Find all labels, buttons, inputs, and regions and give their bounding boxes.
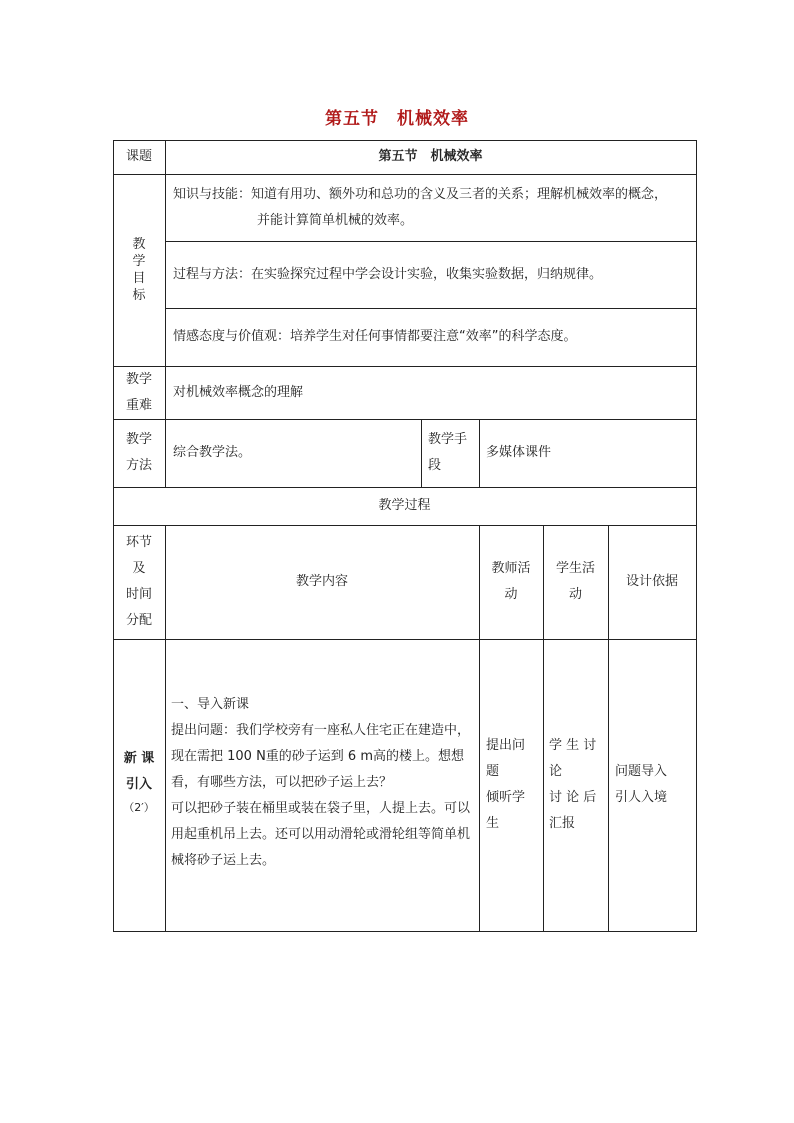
design-basis: 问题导入 引人入境 — [615, 764, 668, 805]
objective-process: 过程与方法：在实验探究过程中学会设计实验，收集实验数据，归纳规律。 — [173, 266, 603, 282]
page-title: 第五节 机械效率 — [325, 109, 469, 129]
process-label: 教学过程 — [378, 498, 431, 513]
teacher-activity: 提出问 题 倾听学 生 — [486, 738, 526, 831]
section-time: （2′） — [123, 801, 155, 814]
content-answer: 可以把砂子装在桶里或装在袋子里，人提上去。可以用起重机吊上去。还可以用动滑轮或滑轮组等简单机械将砂子运上去。 — [171, 801, 471, 868]
key-points-value: 对机械效率概念的理解 — [173, 384, 304, 400]
objective-knowledge-cont: 并能计算简单机械的效率。 — [257, 213, 414, 228]
topic-label: 课题 — [125, 149, 152, 164]
content-heading: 一、导入新课 — [171, 697, 250, 712]
objectives-label: 教学目标 — [132, 237, 146, 303]
header-content: 教学内容 — [295, 574, 348, 589]
section-title: 新 课 引入 — [123, 751, 155, 792]
means-label: 教学手 段 — [428, 432, 468, 473]
objective-attitude: 情感态度与价值观：培养学生对任何事情都要注意“效率”的科学态度。 — [173, 329, 577, 344]
header-teacher: 教师活 动 — [491, 561, 531, 602]
header-student: 学生活 动 — [555, 561, 595, 602]
content-question: 提出问题：我们学校旁有一座私人住宅正在建造中，现在需把 100 N重的砂子运到 6 m高的楼上。想想看，有哪些方法，可以把砂子运上去？ — [171, 723, 471, 790]
method-value: 综合教学法。 — [173, 445, 252, 460]
key-points-label: 教学 重难 — [125, 371, 152, 413]
header-basis: 设计依据 — [625, 574, 678, 589]
content-cell — [171, 692, 476, 892]
header-section: 环节 及 时间 分配 — [125, 535, 152, 628]
topic-value: 第五节 机械效率 — [378, 149, 483, 164]
objectives-label-cell — [113, 174, 165, 366]
section-cell — [113, 746, 165, 826]
objective-knowledge: 知识与技能：知道有用功、额外功和总功的含义及三者的关系；理解机械效率的概念， — [173, 187, 668, 202]
means-value: 多媒体课件 — [486, 445, 552, 460]
student-activity: 学 生 讨 论 讨 论 后 汇报 — [549, 738, 597, 831]
method-label: 教学 方法 — [125, 432, 152, 473]
